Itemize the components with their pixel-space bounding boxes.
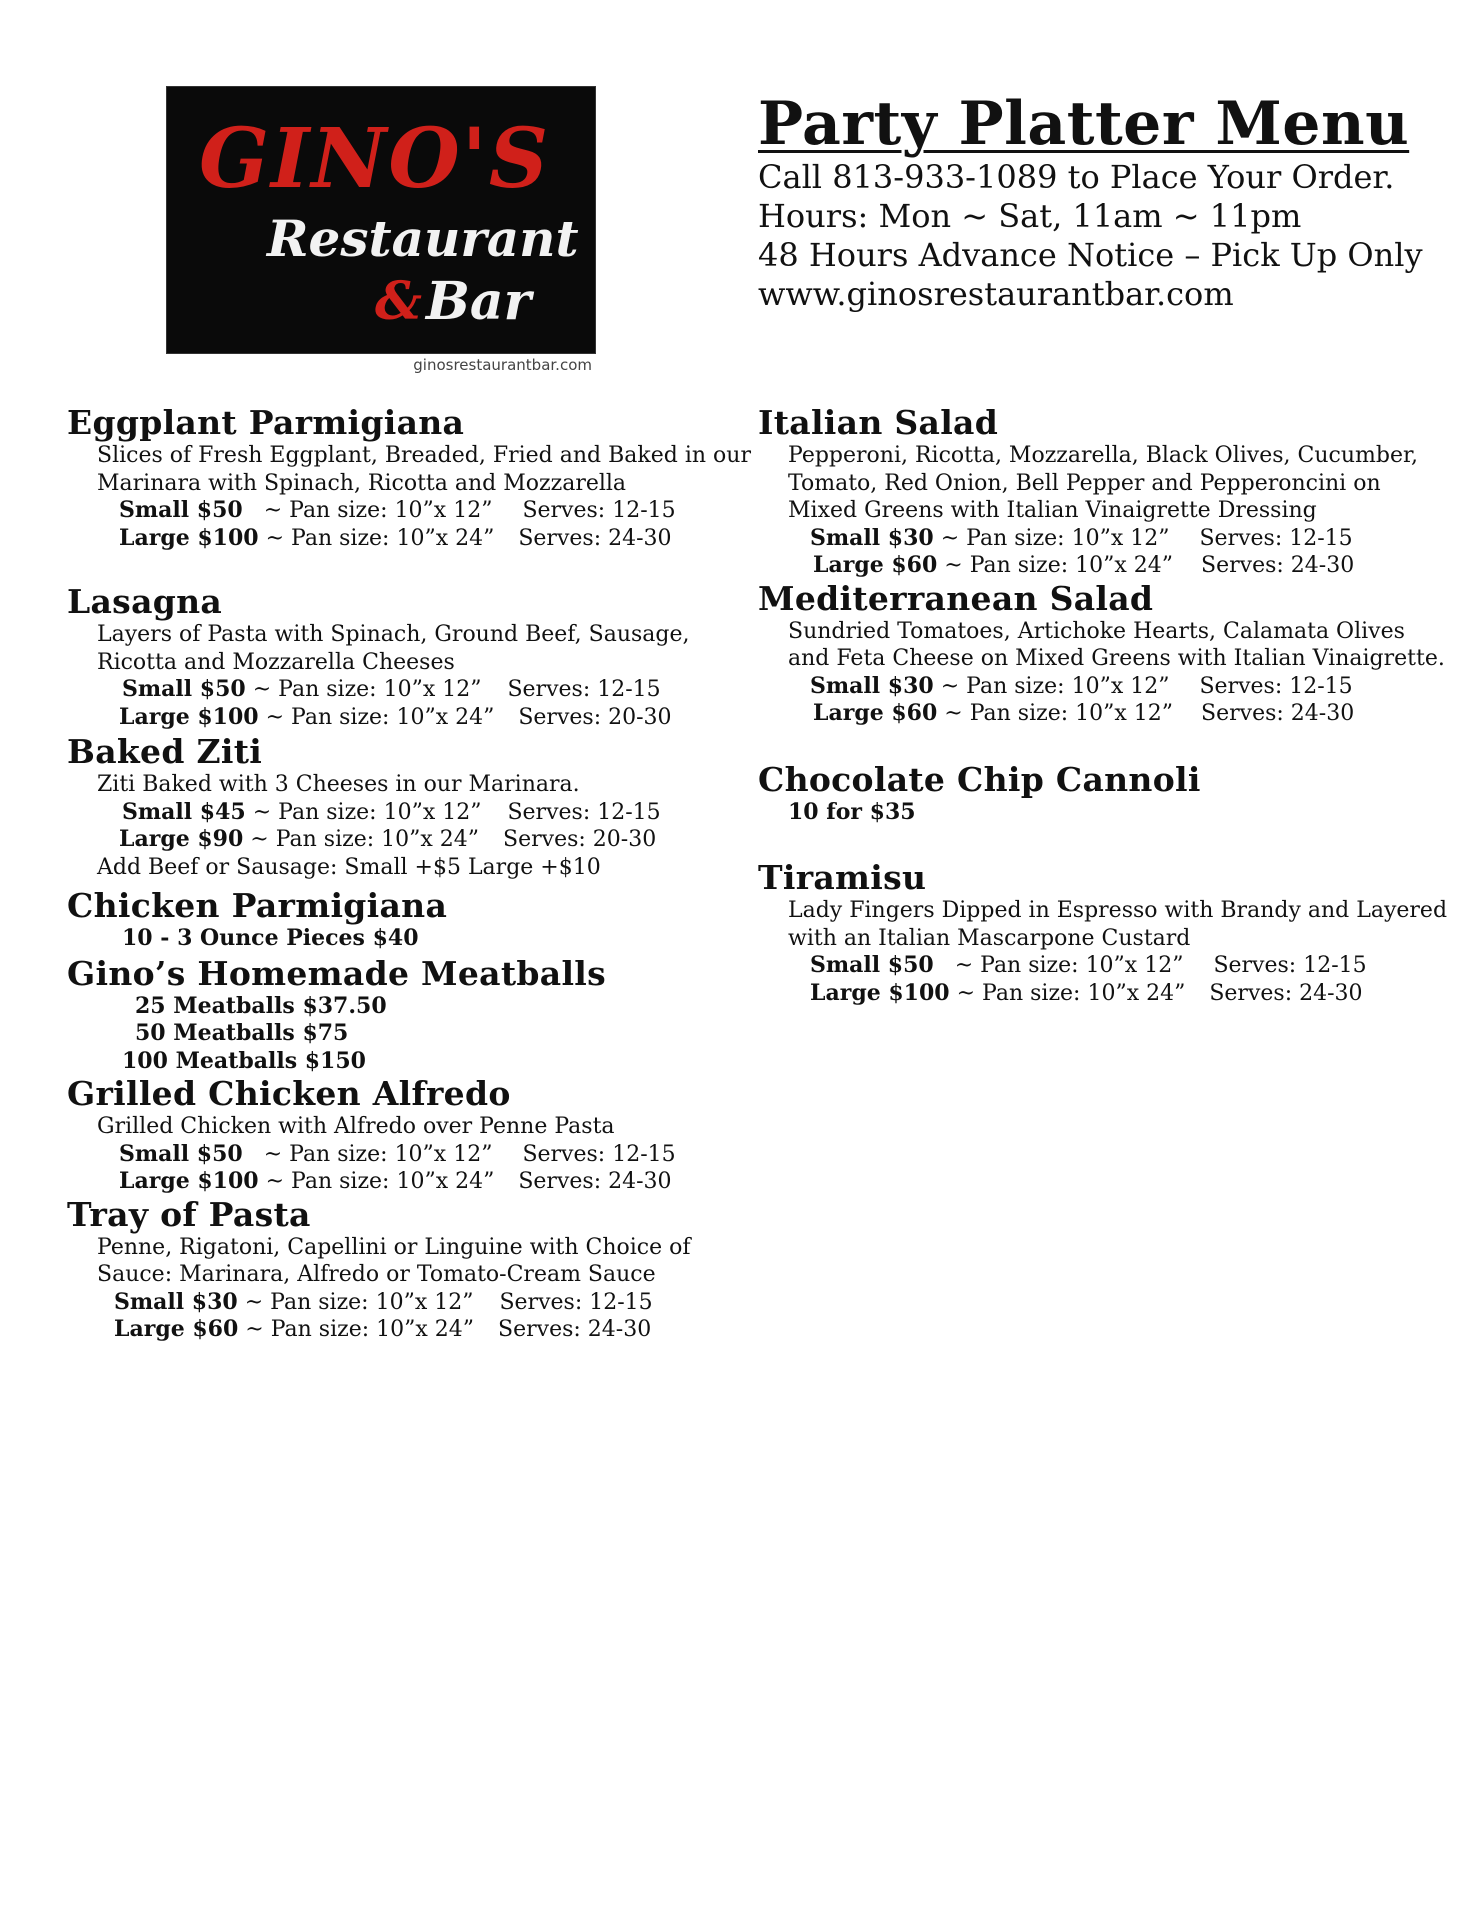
price-small <box>67 497 747 525</box>
serves: Serves: 12-15 <box>1213 953 1367 978</box>
price-label: Small $45 <box>122 798 246 825</box>
price-large <box>758 552 1468 580</box>
item-price-line: 10 for $35 <box>788 798 916 825</box>
price-label: Large $100 <box>119 1168 259 1194</box>
menu-item-alfredo <box>67 1075 747 1196</box>
price-large <box>67 826 747 854</box>
price-large <box>758 980 1468 1008</box>
price-label: Large $60 <box>813 552 938 578</box>
menu-item-mediterranean-salad <box>758 580 1468 728</box>
pan-size: ~ Pan size: 10”x 12” <box>252 677 482 702</box>
price-large <box>67 704 747 732</box>
logo-url: ginosrestaurantbar.com <box>413 356 592 374</box>
price-small <box>758 525 1468 553</box>
price-label: Large $60 <box>813 700 938 726</box>
item-price-line: 10 - 3 Ounce Pieces $40 <box>122 925 419 951</box>
price-label: Small $50 <box>119 497 243 523</box>
item-name: Chocolate Chip Cannoli <box>758 759 1201 799</box>
logo-bar-text: Bar <box>425 271 531 332</box>
price-label: Small $30 <box>810 672 934 699</box>
serves: Serves: 12-15 <box>1199 525 1353 551</box>
item-name: Baked Ziti <box>67 732 263 771</box>
price-small <box>67 799 747 827</box>
price-small <box>67 1289 747 1317</box>
pan-size: ~ Pan size: 10”x 24” <box>245 1317 475 1342</box>
item-desc: Lady Fingers Dipped in Espresso with Brandy and Layered <box>788 898 1448 923</box>
menu-header <box>758 90 1458 314</box>
logo-ampersand: & <box>375 271 422 332</box>
pan-size: ~ Pan size: 10”x 24” <box>265 1169 495 1194</box>
price-small <box>758 952 1468 980</box>
item-name: Lasagna <box>67 582 223 621</box>
price-label: Large $100 <box>119 524 259 551</box>
item-name: Grilled Chicken Alfredo <box>67 1074 511 1113</box>
notice-line: 48 Hours Advance Notice – Pick Up Only <box>758 236 1423 274</box>
price-label: Large $90 <box>119 826 244 852</box>
serves: Serves: 12-15 <box>522 1141 676 1167</box>
meatball-option: 25 Meatballs $37.50 <box>135 992 387 1019</box>
meatball-option: 100 Meatballs $150 <box>122 1047 366 1074</box>
menu-item-tray-of-pasta <box>67 1196 747 1344</box>
serves: Serves: 12-15 <box>507 799 661 825</box>
price-label: Small $50 <box>119 1140 243 1167</box>
item-name: Chicken Parmigiana <box>67 886 448 925</box>
price-small <box>758 673 1468 701</box>
serves: Serves: 12-15 <box>522 498 676 523</box>
item-name: Italian Salad <box>758 403 999 442</box>
item-desc: with an Italian Mascarpone Custard <box>788 925 1191 951</box>
menu-item-cannoli <box>758 761 1468 827</box>
serves: Serves: 24-30 <box>1209 980 1363 1006</box>
price-large <box>67 525 747 553</box>
item-desc: Mixed Greens with Italian Vinaigrette Dressing <box>788 498 1317 523</box>
restaurant-logo <box>166 86 596 376</box>
website-line: www.ginosrestaurantbar.com <box>758 275 1234 313</box>
serves: Serves: 24-30 <box>518 1169 672 1194</box>
price-large <box>758 700 1468 728</box>
item-desc: Ziti Baked with 3 Cheeses in our Marinara. <box>97 772 580 797</box>
price-large <box>67 1316 747 1344</box>
item-name: Tray of Pasta <box>67 1194 311 1234</box>
addon-note: Add Beef or Sausage: Small +$5 Large +$10 <box>97 854 601 880</box>
pan-size: ~ Pan size: 10”x 24” <box>956 980 1186 1006</box>
menu-item-chicken-parm <box>67 887 747 953</box>
menu-item-baked-ziti <box>67 733 747 881</box>
menu-item-meatballs <box>67 955 747 1076</box>
item-desc: Pepperoni, Ricotta, Mozzarella, Black Olives, Cucumber, <box>788 443 1419 468</box>
item-desc: and Feta Cheese on Mixed Greens with Italian Vinaigrette. <box>788 646 1445 671</box>
serves: Serves: 12-15 <box>499 1289 653 1315</box>
serves: Serves: 24-30 <box>498 1317 652 1342</box>
item-desc: Ricotta and Mozzarella Cheeses <box>97 649 455 675</box>
item-desc: Marinara with Spinach, Ricotta and Mozzarella <box>97 470 627 496</box>
price-label: Small $50 <box>122 676 246 702</box>
menu-item-tiramisu <box>758 859 1468 1007</box>
serves: Serves: 12-15 <box>1199 673 1353 699</box>
pan-size: ~ Pan size: 10”x 24” <box>944 553 1174 578</box>
pan-size: ~ Pan size: 10”x 12” <box>263 1141 493 1167</box>
right-menu-column <box>758 404 1468 1007</box>
item-desc: Layers of Pasta with Spinach, Ground Beef, Sausage, <box>97 622 690 647</box>
item-name: Eggplant Parmigiana <box>67 403 465 442</box>
pan-size: ~ Pan size: 10”x 12” <box>944 701 1174 726</box>
menu-item-lasagna <box>67 583 747 731</box>
price-label: Small $30 <box>114 1288 238 1315</box>
price-small <box>67 676 747 704</box>
page-title: Party Platter Menu <box>758 89 1410 159</box>
pan-size: ~ Pan size: 10”x 12” <box>940 673 1170 699</box>
price-label: Large $100 <box>119 703 259 730</box>
logo-box <box>166 86 596 354</box>
serves: Serves: 20-30 <box>503 827 657 852</box>
price-label: Large $100 <box>810 979 950 1006</box>
pan-size: ~ Pan size: 10”x 12” <box>940 525 1170 551</box>
menu-item-italian-salad <box>758 404 1468 580</box>
price-small <box>67 1141 747 1169</box>
price-label: Small $30 <box>810 524 934 551</box>
hours-line: Hours: Mon ~ Sat, 11am ~ 11pm <box>758 197 1302 235</box>
price-label: Large $60 <box>114 1316 239 1342</box>
item-desc: Penne, Rigatoni, Capellini or Linguine with Choice of <box>97 1234 691 1260</box>
pan-size: ~ Pan size: 10”x 24” <box>250 827 480 852</box>
pan-size: ~ Pan size: 10”x 24” <box>265 525 495 551</box>
logo-restaurant: Restaurant <box>267 209 579 268</box>
serves: Serves: 24-30 <box>1201 553 1355 578</box>
pan-size: ~ Pan size: 10”x 12” <box>244 1289 474 1315</box>
serves: Serves: 12-15 <box>507 677 661 702</box>
menu-item-eggplant <box>67 403 751 552</box>
left-menu-column <box>67 403 751 1344</box>
price-large <box>67 1168 747 1196</box>
pan-size: ~ Pan size: 10”x 12” <box>252 799 482 825</box>
pan-size: ~ Pan size: 10”x 12” <box>263 498 493 523</box>
item-name: Gino’s Homemade Meatballs <box>67 953 606 993</box>
phone-line: Call 813-933-1089 to Place Your Order. <box>758 158 1395 196</box>
item-name: Tiramisu <box>758 858 927 897</box>
item-desc: Sundried Tomatoes, Artichoke Hearts, Calamata Olives <box>788 618 1405 644</box>
pan-size: ~ Pan size: 10”x 12” <box>954 953 1184 978</box>
item-desc: Grilled Chicken with Alfredo over Penne Pasta <box>97 1114 615 1139</box>
meatball-option: 50 Meatballs $75 <box>135 1020 349 1046</box>
logo-bar <box>375 271 531 332</box>
price-label: Small $50 <box>810 952 934 978</box>
logo-brand: GINO'S <box>199 111 551 207</box>
serves: Serves: 20-30 <box>518 704 672 730</box>
serves: Serves: 24-30 <box>1201 701 1355 726</box>
item-desc: Sauce: Marinara, Alfredo or Tomato-Cream Sauce <box>97 1262 656 1287</box>
item-desc: Tomato, Red Onion, Bell Pepper and Pepperoncini on <box>788 470 1381 496</box>
item-name: Mediterranean Salad <box>758 578 1154 618</box>
serves: Serves: 24-30 <box>518 525 672 551</box>
pan-size: ~ Pan size: 10”x 24” <box>265 704 495 730</box>
item-desc: Slices of Fresh Eggplant, Breaded, Fried and Baked in our <box>97 443 751 468</box>
